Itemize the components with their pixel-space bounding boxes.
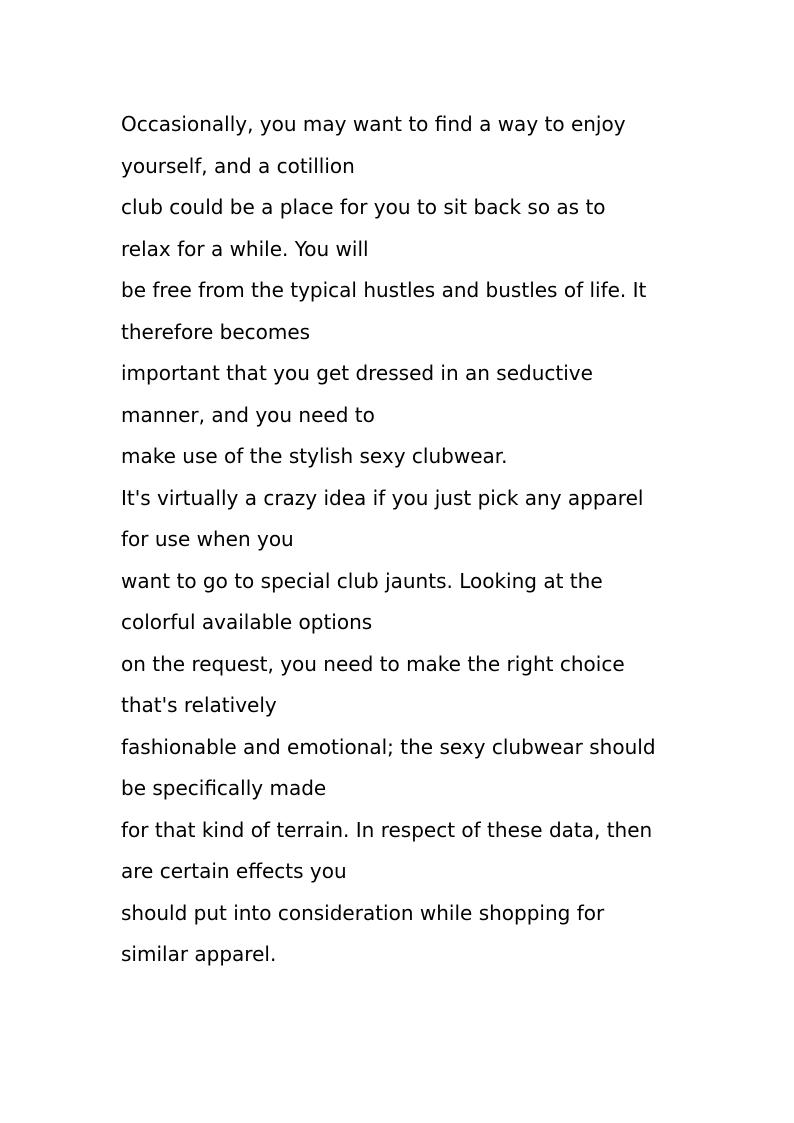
text-line: club could be a place for you to sit back so as to — [121, 195, 606, 219]
text-line: for that kind of terrain. In respect of these data, then — [121, 817, 653, 842]
text-line: Occasionally, you may want to find a way to enjoy — [121, 112, 626, 136]
text-line: It's virtually a crazy idea if you just pick any apparel — [121, 485, 644, 510]
text-line: should put into consideration while shopping for — [121, 900, 605, 925]
text-line: colorful available options — [121, 610, 373, 634]
text-line: be specifically made — [121, 776, 327, 800]
text-line: are certain effects you — [121, 859, 347, 883]
text-line: therefore becomes — [121, 319, 311, 344]
text-line: that's relatively — [121, 693, 277, 717]
text-line: relax for a while. You will — [121, 236, 369, 261]
text-line: yourself, and a cotillion — [121, 153, 355, 178]
text-line: important that you get dressed in an seductive — [121, 361, 593, 385]
text-line: want to go to special club jaunts. Looking at the — [121, 568, 603, 593]
text-line: make use of the stylish sexy clubwear. — [121, 444, 508, 468]
text-line: for use when you — [121, 527, 294, 551]
text-line: manner, and you need to — [121, 402, 375, 427]
text-line: similar apparel. — [121, 942, 277, 966]
text-line: on the request, you need to make the right choice — [121, 651, 625, 676]
text-line: fashionable and emotional; the sexy clubwear should — [121, 734, 656, 759]
body-text — [121, 104, 721, 976]
text-line: be free from the typical hustles and bustles of life. It — [121, 278, 647, 302]
